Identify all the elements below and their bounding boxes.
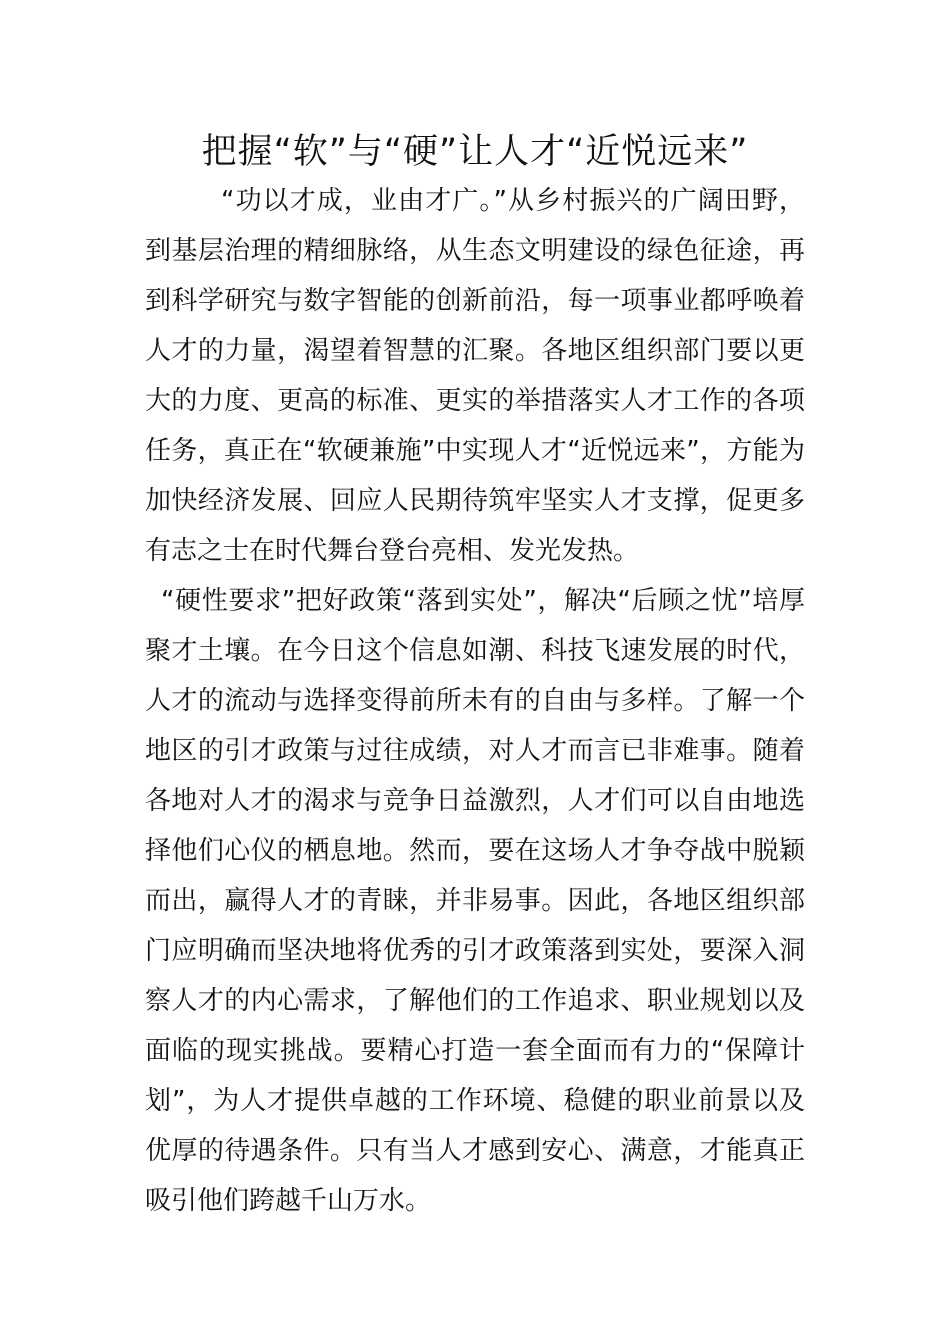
document-body [145,176,805,1226]
paragraph-intro: “功以才成，业由才广。”从乡村振兴的广阔田野，到基层治理的精细脉络，从生态文明建设的绿色征途，再到科学研究与数字智能的创新前沿，每一项事业都呼唤着人才的力量，渴望着智慧的汇聚。各地区组织部门要以更大的力度、更高的标准、更实的举措落实人才工作的各项任务，真正在“软硬兼施”中实现人才“近悦远来”，方能为加快经济发展、回应人民期待筑牢坚实人才支撑，促更多有志之士在时代舞台登台亮相、发光发热。 [145,186,805,566]
paragraph-hard-requirements: “硬性要求”把好政策“落到实处”，解决“后顾之忧”培厚聚才土壤。在今日这个信息如潮、科技飞速发展的时代，人才的流动与选择变得前所未有的自由与多样。了解一个地区的引才政策与过往成绩，对人才而言已非难事。随着各地对人才的渴求与竞争日益激烈，人才们可以自由地选择他们心仪的栖息地。然而，要在这场人才争夺战中脱颖而出，赢得人才的青睐，并非易事。因此，各地区组织部门应明确而坚决地将优秀的引才政策落到实处，要深入洞察人才的内心需求，了解他们的工作追求、职业规划以及面临的现实挑战。要精心打造一套全面而有力的“保障计划”，为人才提供卓越的工作环境、稳健的职业前景以及优厚的待遇条件。只有当人才感到安心、满意，才能真正吸引他们跨越千山万水。 [145,586,805,1216]
document-title: 把握“软”与“硬”让人才“近悦远来” [201,132,749,172]
